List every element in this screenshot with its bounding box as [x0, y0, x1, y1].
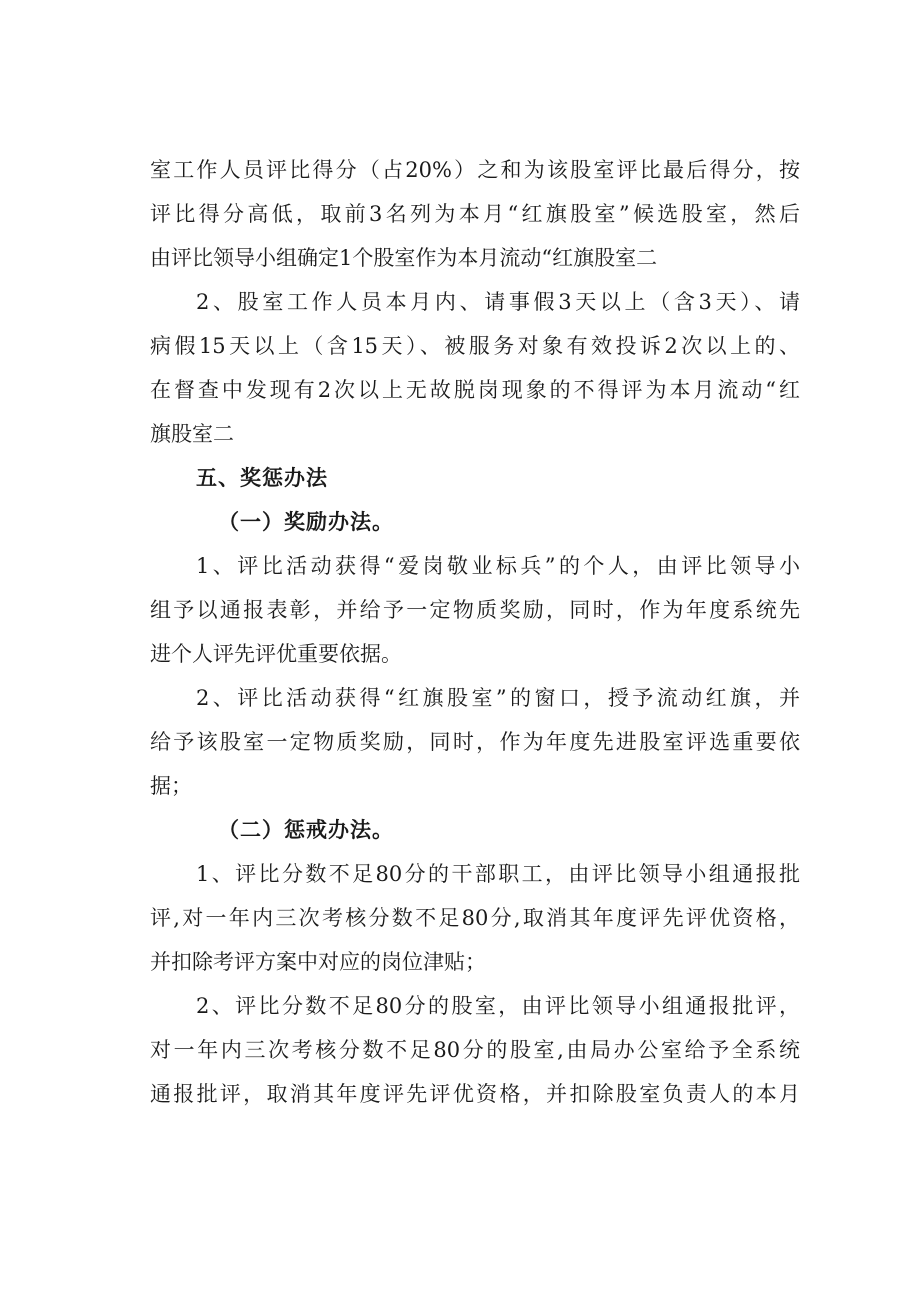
- text-line: 旗股室二: [150, 422, 234, 446]
- text-line: 组予以通报表彰，并给予一定物质奖励，同时，作为年度系统先: [150, 598, 800, 622]
- text-line: 2、评比分数不足80分的股室，由评比领导小组通报批评，: [196, 994, 800, 1018]
- text-line: 进个人评先评优重要依据。: [150, 642, 402, 666]
- paragraph-ranking-rules: [150, 148, 800, 280]
- text-line: 病假15天以上（含15天）、被服务对象有效投诉2次以上的、: [150, 334, 800, 358]
- text-line: 评,对一年内三次考核分数不足80分,取消其年度评先评优资格，: [150, 906, 800, 930]
- text-line: 对一年内三次考核分数不足80分的股室,由局办公室给予全系统: [150, 1038, 800, 1062]
- paragraph-penalty-office: [150, 984, 800, 1116]
- text-line: 据；: [150, 774, 192, 798]
- text-line: 评比得分高低，取前3名列为本月“红旗股室”候选股室，然后: [150, 202, 800, 226]
- text-line: 在督查中发现有2次以上无故脱岗现象的不得评为本月流动“红: [150, 378, 800, 402]
- text-line: 通报批评，取消其年度评先评优资格，并扣除股室负责人的本月: [150, 1082, 800, 1106]
- text-line: 2、股室工作人员本月内、请事假3天以上（含3天）、请: [196, 290, 800, 314]
- section-heading: 五、奖惩办法: [196, 466, 328, 490]
- text-line: 并扣除考评方案中对应的岗位津贴；: [150, 950, 486, 974]
- subsection-heading-penalty: （二）惩戒办法。: [218, 818, 394, 842]
- paragraph-disqualification: [150, 280, 800, 456]
- text-line: 室工作人员评比得分（占20%）之和为该股室评比最后得分，按: [150, 158, 800, 182]
- text-line: 给予该股室一定物质奖励，同时，作为年度先进股室评选重要依: [150, 730, 800, 754]
- text-line: 2、评比活动获得“红旗股室”的窗口，授予流动红旗，并: [196, 686, 800, 710]
- text-line: 由评比领导小组确定1个股室作为本月流动“红旗股室二: [150, 246, 658, 270]
- paragraph-reward-individual: [150, 544, 800, 676]
- text-line: 1、评比活动获得“爱岗敬业标兵”的个人，由评比领导小: [196, 554, 800, 578]
- subsection-heading-reward: （一）奖励办法。: [218, 510, 394, 534]
- text-line: 1、评比分数不足80分的干部职工，由评比领导小组通报批: [196, 862, 800, 886]
- document-page: [150, 148, 800, 1116]
- paragraph-reward-office: [150, 676, 800, 808]
- paragraph-penalty-individual: [150, 852, 800, 984]
